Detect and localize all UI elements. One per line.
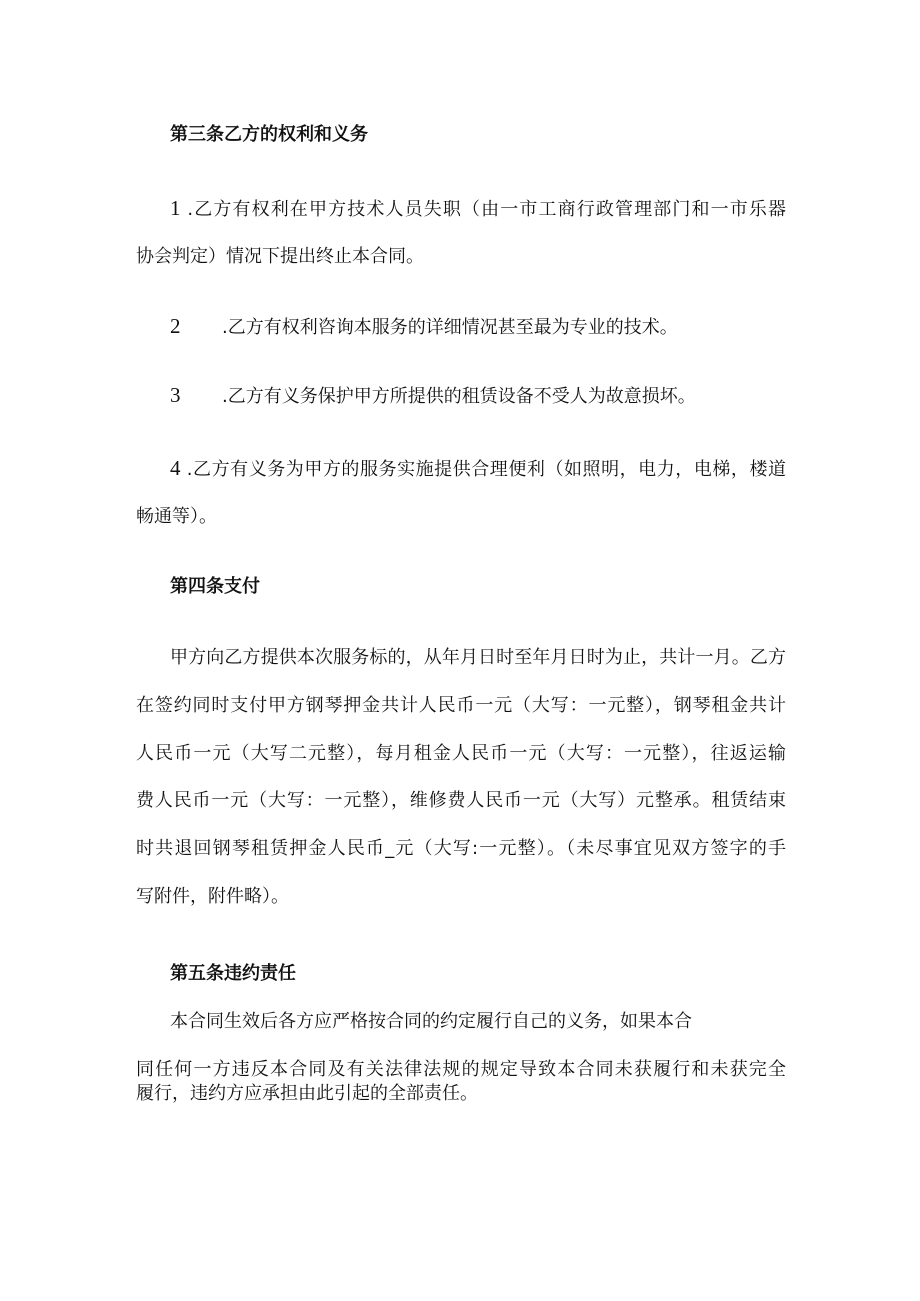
item-text: .乙方有义务为甲方的服务实施提供合理便利（如照明，电力，电梯，楼道 <box>186 459 786 480</box>
article-3-item-4 <box>170 456 786 482</box>
article-4-line-3: 人民币一元（大写二元整），每月租金人民币一元（大写：一元整），往返运输 <box>136 743 786 764</box>
article-3-item-1-continuation: 协会判定）情况下提出终止本合同。 <box>136 246 424 267</box>
article-5-line-2: 同任何一方违反本合同及有关法律法规的规定导致本合同未获履行和未获完全 <box>136 1059 786 1080</box>
article-4-line-1: 甲方向乙方提供本次服务标的，从年月日时至年月日时为止，共计一月。乙方 <box>170 647 786 668</box>
article-4-title: 第四条支付 <box>170 576 260 597</box>
item-text: .乙方有义务保护甲方所提供的租赁设备不受人为故意损坏。 <box>222 386 696 407</box>
item-number: 4 <box>170 456 181 480</box>
item-number: 2 <box>170 314 181 338</box>
article-3-title: 第三条乙方的权利和义务 <box>170 124 368 145</box>
article-5-line-3: 履行，违约方应承担由此引起的全部责任。 <box>136 1083 478 1104</box>
article-4-line-5: 时共退回钢琴租赁押金人民币_元（大写:一元整）。（未尽事宜见双方签字的手 <box>136 838 786 859</box>
article-4-line-4: 费人民币一元（大写：一元整），维修费人民币一元（大写）元整承。租赁结束 <box>136 790 786 811</box>
article-3-item-2 <box>170 314 678 340</box>
article-5-line-1: 本合同生效后各方应严格按合同的约定履行自己的义务，如果本合 <box>170 1011 692 1032</box>
article-4-line-2: 在签约同时支付甲方钢琴押金共计人民币一元（大写：一元整），钢琴租金共计 <box>136 695 786 716</box>
item-text: .乙方有权利咨询本服务的详细情况甚至最为专业的技术。 <box>222 317 678 338</box>
item-number: 1 <box>170 196 181 220</box>
article-3-item-3 <box>170 383 696 409</box>
article-3-item-4-continuation: 畅通等）。 <box>136 506 217 527</box>
article-4-line-6: 写附件，附件略）。 <box>136 886 289 907</box>
item-text: .乙方有权利在甲方技术人员失职（由一市工商行政管理部门和一市乐器 <box>187 199 786 220</box>
item-number: 3 <box>170 383 181 407</box>
article-5-title: 第五条违约责任 <box>170 963 296 984</box>
article-3-item-1 <box>170 196 786 222</box>
